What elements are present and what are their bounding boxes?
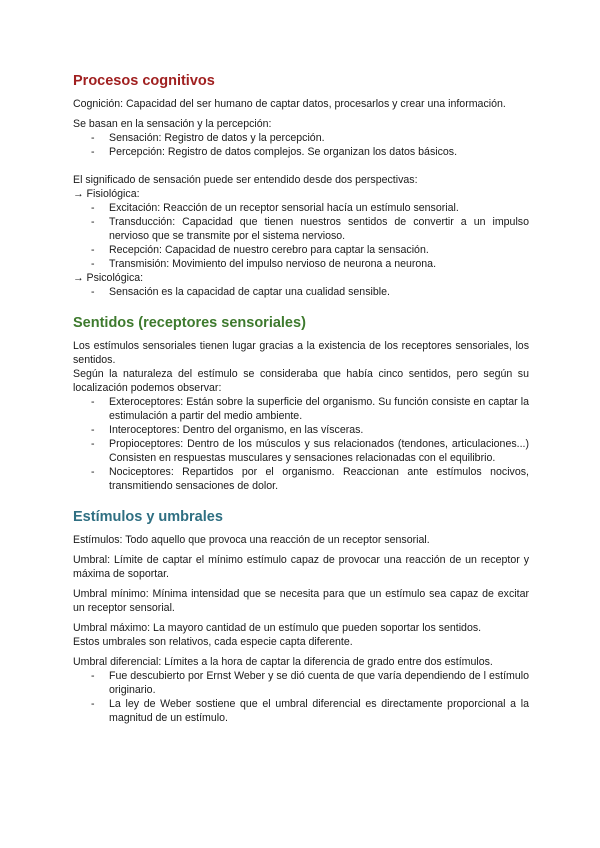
heading-estimulos: Estímulos y umbrales [73,509,223,525]
paragraph-sentidos-1: Los estímulos sensoriales tienen lugar gracias a la existencia de los receptores sensoriales, los sentidos. [73,340,529,366]
paragraph-relativos: Estos umbrales son relativos, cada especie capta diferente. [73,636,353,648]
list-basan [73,131,529,159]
paragraph-umbral-diferencial: Umbral diferencial: Límites a la hora de captar la diferencia de grado entre dos estímulos. [73,656,493,668]
list-item: - Propioceptores: Dentro de los músculos y sus relacionados (tendones, articulaciones...) Consisten en respuestas musculares y sensaciones relacionadas con el equilibrio. [73,437,529,465]
paragraph-significado: El significado de sensación puede ser entendido desde dos perspectivas: [73,174,418,186]
list-item: - Transmisión: Movimiento del impulso nervioso de neurona a neurona. [73,257,529,271]
list-item: - Excitación: Reacción de un receptor sensorial hacía un estímulo sensorial. [73,201,529,215]
label-fisiologica: → Fisiológica: [73,187,529,201]
list-item: - Sensación es la capacidad de captar una cualidad sensible. [73,285,529,299]
paragraph-umbral-minimo: Umbral mínimo: Mínima intensidad que se necesita para que un estímulo sea capaz de excitar un receptor sensorial. [73,588,529,614]
paragraph-estimulos: Estímulos: Todo aquello que provoca una reacción de un receptor sensorial. [73,534,430,546]
list-item: - Interoceptores: Dentro del organismo, en las vísceras. [73,423,529,437]
heading-procesos-cognitivos: Procesos cognitivos [73,73,215,89]
list-receptores [73,395,529,493]
paragraph-basan-intro: Se basan en la sensación y la percepción: [73,118,272,130]
list-psicologica [73,285,529,299]
heading-sentidos: Sentidos (receptores sensoriales) [73,315,306,331]
paragraph-cognicion: Cognición: Capacidad del ser humano de captar datos, procesarlos y crear una información. [73,98,506,110]
label-psicologica: → Psicológica: [73,271,529,285]
paragraph-sentidos-2: Según la naturaleza del estímulo se consideraba que había cinco sentidos, pero según su localización podemos observar: [73,368,529,394]
list-weber [73,669,529,725]
list-item: - Transducción: Capacidad que tienen nuestros sentidos de convertir a un impulso nervioso que se transmite por el sistema nervioso. [73,215,529,243]
list-fisiologica [73,201,529,271]
list-item: - Nociceptores: Repartidos por el organismo. Reaccionan ante estímulos nocivos, transmitiendo sensaciones de dolor. [73,465,529,493]
paragraph-umbral-maximo: Umbral máximo: La mayoro cantidad de un estímulo que pueden soportar los sentidos. [73,622,482,634]
list-item: - Sensación: Registro de datos y la percepción. [73,131,529,145]
list-item: - La ley de Weber sostiene que el umbral diferencial es directamente proporcional a la magnitud de un estímulo. [73,697,529,725]
list-item: - Percepción: Registro de datos complejos. Se organizan los datos básicos. [73,145,529,159]
document-body [73,72,529,725]
list-item: - Exteroceptores: Están sobre la superficie del organismo. Su función consiste en captar la estimulación a partir del medio ambiente. [73,395,529,423]
list-item: - Recepción: Capacidad de nuestro cerebro para captar la sensación. [73,243,529,257]
paragraph-umbral: Umbral: Límite de captar el mínimo estímulo capaz de provocar una reacción de un receptor y máxima de soportar. [73,554,529,580]
list-item: - Fue descubierto por Ernst Weber y se dió cuenta de que varía dependiendo de l estímulo originario. [73,669,529,697]
